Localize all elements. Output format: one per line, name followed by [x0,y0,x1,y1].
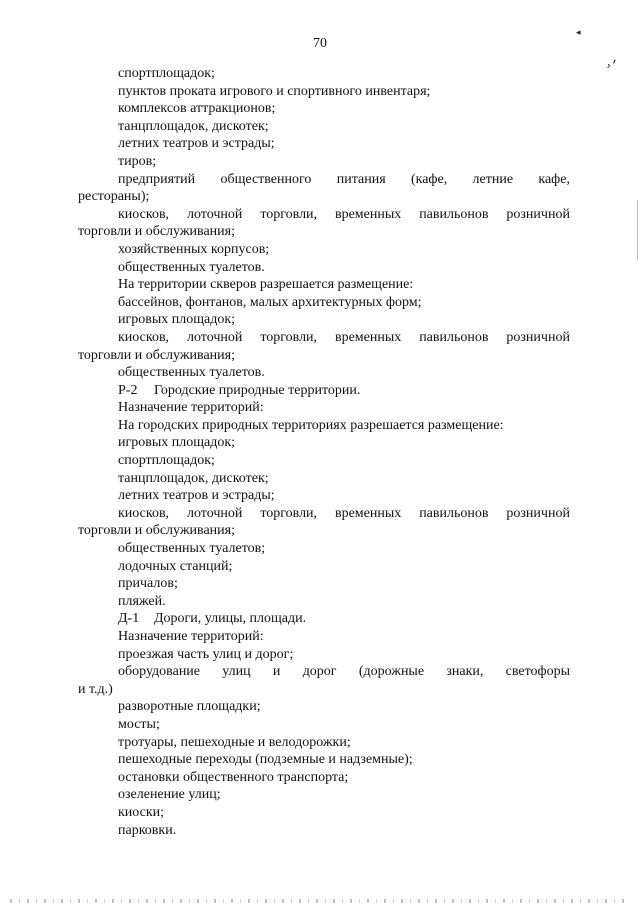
section-title: Дороги, улицы, площади. [154,611,307,627]
section-code: Р-2 [118,382,138,398]
scan-mark-tick: ˒ʹ [606,58,615,76]
word: павильонов [419,206,489,222]
section-title: Городские природные территории. [154,382,361,398]
word: торговли, [260,505,318,521]
word: розничной [506,329,570,345]
list-item: разворотные площадки; [118,699,261,715]
list-item: мосты; [118,716,160,732]
word: лоточной [186,206,243,222]
list-item: парковки. [118,822,177,838]
word: лоточной [186,505,243,521]
paragraph-continuation: рестораны); [78,189,150,205]
list-item: спортплощадок; [118,66,215,81]
word: улиц [222,664,251,680]
word: павильонов [419,329,489,345]
paragraph-continuation: и т.д.) [78,681,113,697]
word: торговли, [260,206,318,222]
list-item: игровых площадок; [118,435,236,451]
list-item: игровых площадок; [118,312,236,328]
list-item: летних театров и эстрады; [118,488,275,504]
section-heading [78,610,570,628]
list-item: тротуары, пешеходные и велодорожки; [118,734,351,750]
list-item: танцплощадок, дискотек; [118,118,269,134]
scan-noise [10,899,630,903]
word: торговли, [260,329,318,345]
word: (дорожные [358,664,425,680]
paragraph-line [78,171,570,189]
word: и [272,664,281,680]
scan-edge-line [637,200,638,260]
list-item: танцплощадок, дискотек; [118,470,269,486]
word: розничной [506,505,570,521]
word: дорог [302,664,337,680]
list-item: На территории скверов разрешается размещение: [118,277,414,293]
list-item: общественных туалетов; [118,541,266,557]
list-item: причалов; [118,576,178,592]
list-item: На городских природных территориях разрешается размещение: [118,417,504,433]
list-item: пунктов проката игрового и спортивного инвентаря; [118,83,431,99]
list-item: общественных туалетов. [118,259,265,275]
list-item: пешеходные переходы (подземные и надземные); [118,752,413,768]
list-item: Назначение территорий: [118,400,264,416]
paragraph-continuation: торговли и обслуживания; [78,224,235,240]
list-item: тиров; [118,153,157,169]
word: временных [334,505,402,521]
section-code: Д-1 [118,611,140,627]
list-item: озеленение улиц; [118,787,221,803]
list-item: комплексов аттракционов; [118,101,276,117]
word: киосков, [118,505,170,521]
word: питания [336,171,386,187]
paragraph-line [78,663,570,681]
scan-mark-dot: ◂ [576,28,581,38]
list-item: остановки общественного транспорта; [118,769,349,785]
word: предприятий [118,171,196,187]
page-number: 70 [313,36,327,51]
section-heading [78,382,570,400]
word: розничной [506,206,570,222]
list-item: Назначение территорий: [118,629,264,644]
word: светофоры [505,664,570,680]
word: временных [334,329,402,345]
word: (кафе, [410,171,448,187]
document-body [78,65,570,839]
paragraph-line [78,206,570,224]
word: лоточной [186,329,243,345]
word: кафе, [538,171,570,187]
word: летние [472,171,514,187]
list-item: проезжая часть улиц и дорог; [118,646,294,662]
list-item: пляжей. [118,593,166,609]
word: киосков, [118,206,170,222]
list-item: лодочных станций; [118,558,233,574]
paragraph-line [78,329,570,347]
list-item: летних театров и эстрады; [118,136,275,152]
word: киосков, [118,329,170,345]
paragraph-continuation: торговли и обслуживания; [78,347,235,363]
list-item: бассейнов, фонтанов, малых архитектурных форм; [118,294,422,310]
list-item: общественных туалетов. [118,365,265,381]
word: временных [334,206,402,222]
paragraph-continuation: торговли и обслуживания; [78,523,235,539]
word: знаки, [446,664,484,680]
list-item: спортплощадок; [118,453,215,469]
paragraph-line [78,505,570,523]
word: павильонов [419,505,489,521]
list-item: киоски; [118,804,165,820]
word: общественного [220,171,312,187]
word: оборудование [118,664,201,680]
list-item: хозяйственных корпусов; [118,241,270,257]
